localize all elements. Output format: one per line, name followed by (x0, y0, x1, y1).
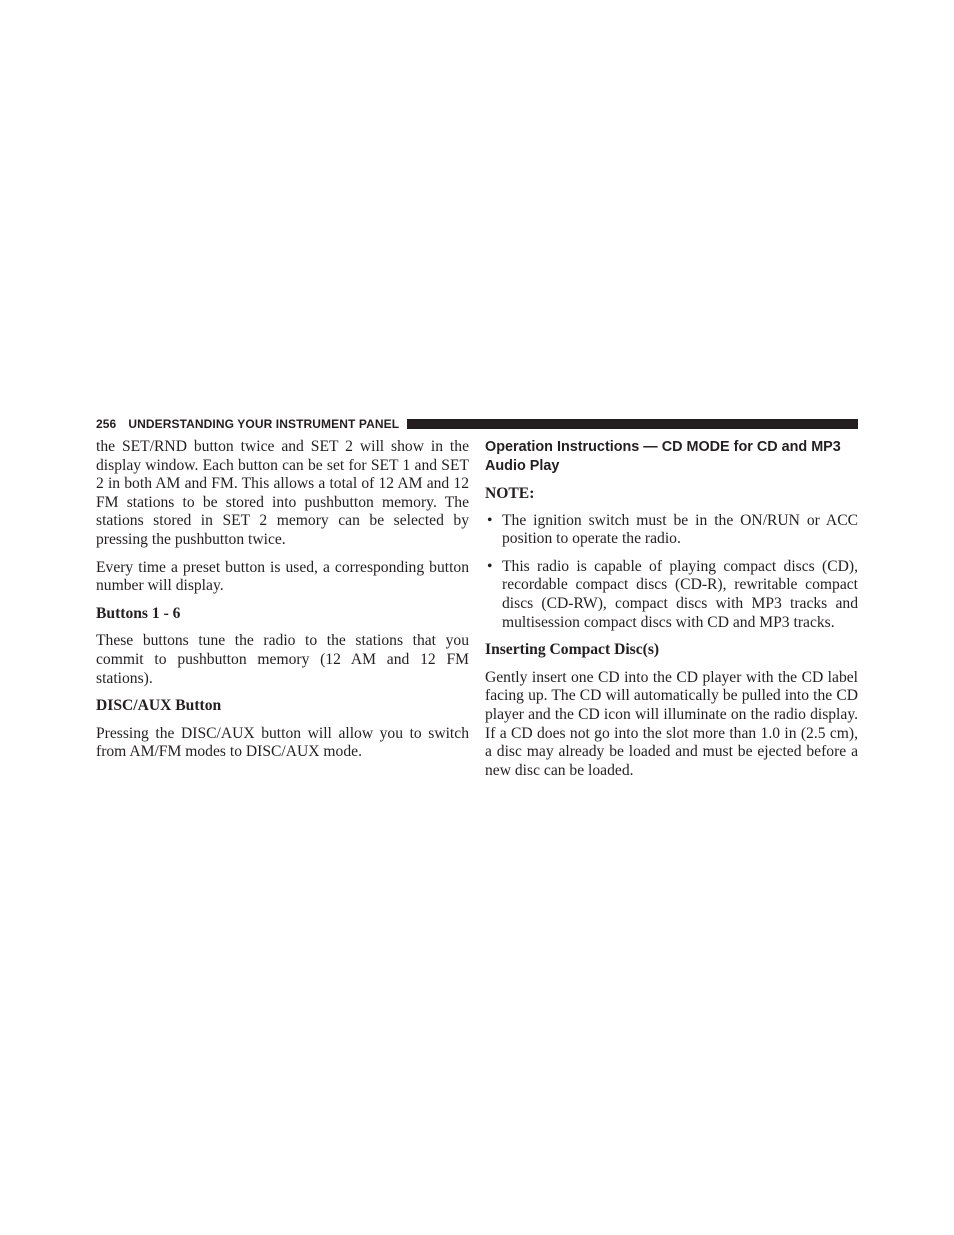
page-number: 256 (96, 417, 117, 431)
paragraph-buttons-1-6: These buttons tune the radio to the stations that you commit to pushbutton memory (12 AM and 12 FM stations). (96, 632, 469, 687)
heading-buttons-1-6: Buttons 1 - 6 (96, 604, 181, 622)
right-column (485, 438, 858, 789)
paragraph-preset: Every time a preset button is used, a corresponding button number will display. (96, 558, 469, 595)
running-header-title: UNDERSTANDING YOUR INSTRUMENT PANEL (128, 417, 400, 431)
paragraph-set-rnd: the SET/RND button twice and SET 2 will show in the display window. Each button can be set for SET 1 and SET 2 in both AM and FM. This allows a total of 12 AM and 12 FM stations to be stored into pushbutton memory. The stations stored in SET 2 memory can be selected by pressing the pushbutton twice. (96, 438, 469, 548)
heading-inserting-compact-discs: Inserting Compact Disc(s) (485, 641, 660, 659)
note-bullet-list (485, 512, 858, 633)
list-item (485, 512, 858, 549)
bullet-icon: • (487, 511, 493, 529)
note-label: NOTE: (485, 485, 535, 502)
paragraph-inserting: Gently insert one CD into the CD player with the CD label facing up. The CD will automatically be pulled into the CD player and the CD icon will illuminate on the radio display. If a CD does not go into the slot more than 1.0 in (2.5 cm), a disc may already be loaded and must be ejected before a new disc can be loaded. (485, 668, 858, 779)
paragraph-disc-aux: Pressing the DISC/AUX button will allow you to switch from AM/FM modes to DISC/AUX mode. (96, 724, 469, 761)
bullet-text: This radio is capable of playing compact discs (CD), recordable compact discs (CD-R), rewritable compact discs (CD-RW), compact discs with MP3 tracks and multisession compact discs with CD and MP3 tracks. (502, 557, 858, 631)
left-column (96, 438, 469, 771)
header-rule-bar (407, 419, 858, 429)
heading-disc-aux-button: DISC/AUX Button (96, 697, 222, 715)
bullet-icon: • (487, 557, 493, 575)
bullet-text: The ignition switch must be in the ON/RUN or ACC position to operate the radio. (502, 511, 858, 548)
section-title-cd-mode: Operation Instructions — CD MODE for CD and MP3 Audio Play (485, 439, 841, 474)
list-item (485, 558, 858, 632)
page-header (96, 417, 858, 431)
